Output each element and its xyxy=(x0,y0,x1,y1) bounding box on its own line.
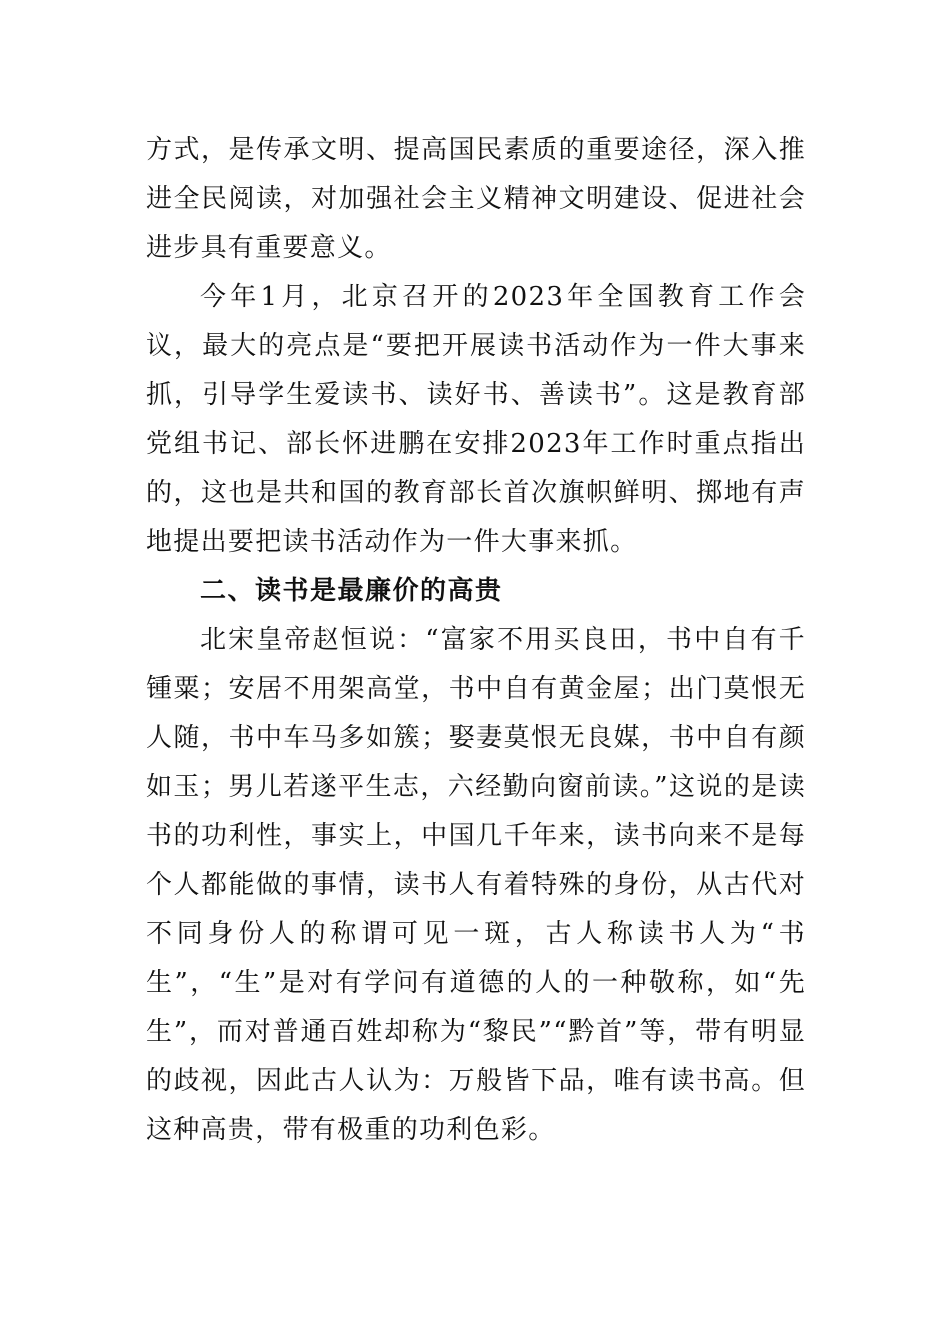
paragraph-education-conference: 今年1月，北京召开的2023年全国教育工作会议，最大的亮点是“要把开展读书活动作为一件大事来抓，引导学生爱读书、读好书、善读书”。这是教育部党组书记、部长怀进鹏在安排2023年工作时重点指出的，这也是共和国的教育部长首次旗帜鲜明、掷地有声地提出要把读书活动作为一件大事来抓。 xyxy=(146,282,806,557)
document-body xyxy=(146,126,806,1155)
paragraph-continued: 方式，是传承文明、提高国民素质的重要途径，深入推进全民阅读，对加强社会主义精神文明建设、促进社会进步具有重要意义。 xyxy=(146,135,806,263)
section-heading: 二、读书是最廉价的高贵 xyxy=(200,576,503,606)
paragraph-northern-song: 北宋皇帝赵恒说：“富家不用买良田，书中自有千锺粟；安居不用架高堂，书中自有黄金屋；出门莫恨无人随，书中车马多如簇；娶妻莫恨无良媒，书中自有颜如玉；男儿若遂平生志，六经勤向窗前读。”这说的是读书的功利性，事实上，中国几千年来，读书向来不是每个人都能做的事情，读书人有着特殊的身份，从古代对不同身份人的称谓可见一斑，古人称读书人为“书生”，“生”是对有学问有道德的人的一种敬称，如“先生”，而对普通百姓却称为“黎民”“黔首”等，带有明显的歧视，因此古人认为：万般皆下品，唯有读书高。但这种高贵，带有极重的功利色彩。 xyxy=(146,625,806,1145)
